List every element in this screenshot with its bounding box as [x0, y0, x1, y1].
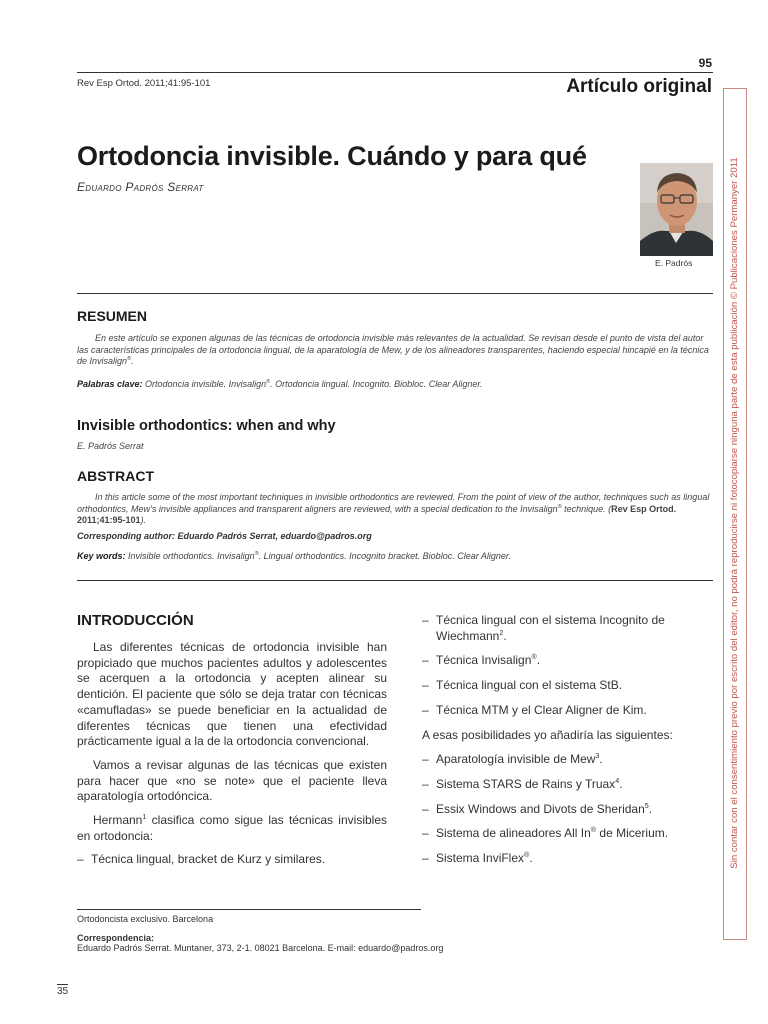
list-item: – Sistema STARS de Rains y Truax$^4$. — [422, 775, 623, 791]
footnote-affiliation: Ortodoncista exclusivo. Barcelona — [77, 914, 214, 924]
introduccion-heading: INTRODUCCIÓN — [77, 612, 194, 629]
resumen-text: En este artículo se exponen algunas de las técnicas de ortodoncia invisible más relevantes de la actualidad. Se revisan desde el punto de vista del autor las características principales de la ortodoncia lingual, de la aparatología de Mew, y de los alineadores transparentes, haciendo especial hincapié en la técnica de Invisalign®. — [77, 333, 709, 366]
section-divider — [77, 580, 713, 581]
list-item: – Essix Windows and Divots de Sheridan$^5$. — [422, 800, 653, 816]
header-rule — [77, 72, 713, 73]
abstract-text: In this article some of the most important techniques in invisible orthodontics are reviewed. From the point of view of the author, techniques such as lingual orthodontics, Mew’s invisible appliances and transparent aligners are reviewed, with a special dedication to the Invisalign® technique. (Rev Esp Ortod. 2011;41:95-101). — [77, 492, 710, 525]
article-title: Ortodoncia invisible. Cuándo y para qué — [77, 141, 587, 171]
bottom-page-number: 35 — [57, 986, 69, 997]
left-column — [77, 640, 387, 877]
list-item: – Técnica lingual con el sistema StB. — [422, 678, 623, 693]
english-author: E. Padrós Serrat — [77, 441, 144, 451]
list-item: – Técnica MTM y el Clear Aligner de Kim. — [422, 702, 647, 717]
list-intro: A esas posibilidades yo añadiría las siguientes: — [422, 727, 673, 742]
author-photo — [640, 163, 713, 256]
list-item: – Sistema InviFlex®. — [422, 850, 533, 866]
section-divider — [77, 293, 713, 294]
footnote-rule — [77, 909, 421, 910]
english-title: Invisible orthodontics: when and why — [77, 418, 336, 434]
correspondence-label: Correspondencia: — [77, 933, 155, 943]
journal-reference: Rev Esp Ortod. 2011;41:95-101 — [77, 78, 211, 89]
resumen-heading: RESUMEN — [77, 308, 148, 324]
list-item: – Sistema de alineadores All In® de Micerium. — [422, 825, 669, 841]
list-item: – Técnica Invisalign®. — [422, 652, 541, 668]
corresponding-author: Corresponding author: Eduardo Padrós Serrat, eduardo@padros.org — [77, 531, 372, 541]
list-item: – Técnica lingual con el sistema Incognito de Wiechmann$^2$. — [422, 613, 665, 643]
key-words-label: Key words: — [77, 551, 126, 561]
section-label: Artículo original — [566, 76, 712, 97]
copyright-notice: Sin contar con el consentimiento previo por escrito del editor, no podrá reproducirse ni fotocopiarse ninguna parte de esta publicación © Publicaciones Permanyer 2011 — [729, 157, 740, 869]
photo-caption: E. Padrós — [655, 258, 693, 268]
correspondence-text: Eduardo Padrós Serrat. Muntaner, 373, 2-1. 08021 Barcelona. E-mail: eduardo@padros.org — [77, 943, 444, 953]
intro-paragraph: Vamos a revisar algunas de las técnicas que existen para hacer que «no se note» que el paciente lleva aparatología ortodóncica. — [77, 757, 387, 804]
portrait-image — [640, 163, 713, 256]
author-name: Eduardo Padrós Serrat — [77, 180, 204, 194]
intro-paragraph: Las diferentes técnicas de ortodoncia invisible han propiciado que muchos pacientes adultos y adolescentes se acerquen a la ortodoncia y acepten alinear su dentición. El paciente que sólo se deja tratar con técnicas «camufladas» se puede beneficiar en la actualidad de diferentes técnicas que tienen una efectividad prácticamente igual a la de la ortodoncia convencional. — [77, 640, 387, 749]
key-words: Key words: Invisible orthodontics. Invisalign®. Lingual orthodontics. Incognito bracket. Biobloc. Clear Aligner. — [77, 551, 512, 561]
palabras-clave: Palabras clave: Ortodoncia invisible. Invisalign®. Ortodoncia lingual. Incognito. Biobloc. Clear Aligner. — [77, 379, 483, 389]
right-column — [422, 613, 713, 876]
palabras-clave-label: Palabras clave: — [77, 379, 143, 389]
intro-paragraph: Hermann$^1$ clasifica como sigue las técnicas invisibles en ortodoncia: — [77, 812, 387, 843]
list-item: – Aparatología invisible de Mew$^3$. — [422, 751, 603, 767]
abstract-heading: ABSTRACT — [77, 468, 154, 484]
page-number: 95 — [698, 56, 712, 70]
list-item: – Técnica lingual, bracket de Kurz y similares. — [77, 852, 326, 867]
bottom-page-rule — [57, 984, 68, 985]
